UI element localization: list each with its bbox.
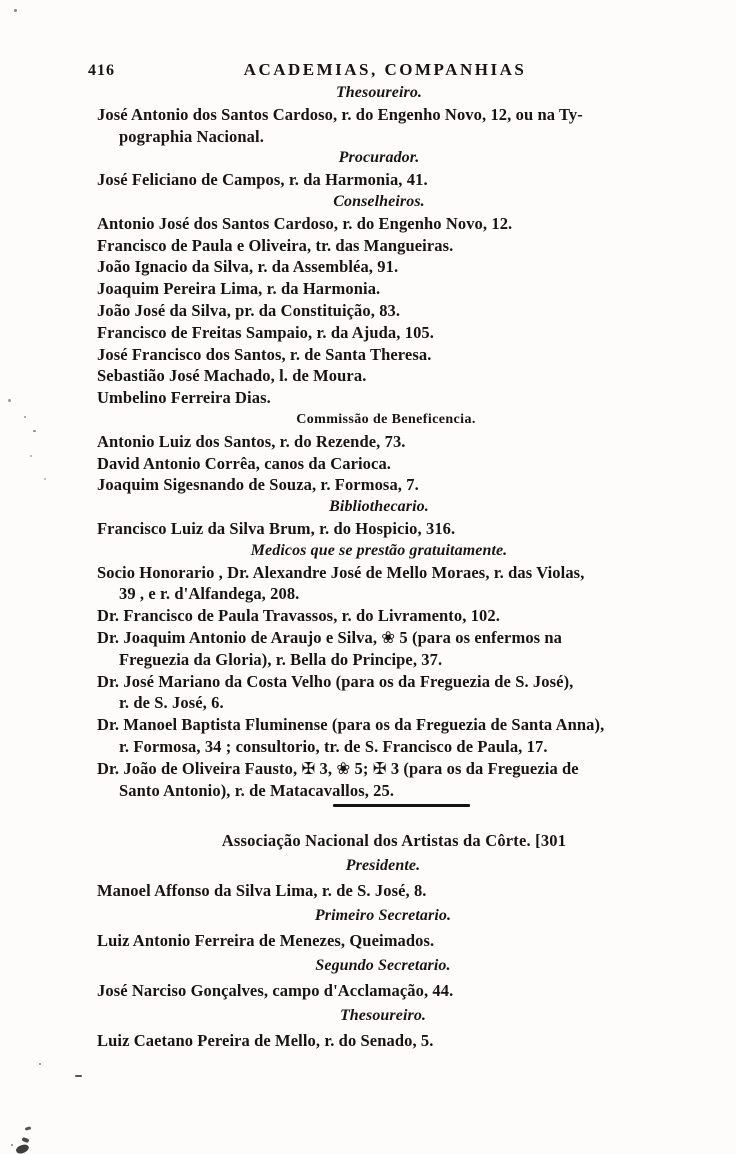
entry-line: Francisco de Paula e Oliveira, tr. das Mangueiras. xyxy=(97,235,454,255)
entry-line: Dr. Manoel Baptista Fluminense (para os da Freguezia de Santa Anna), xyxy=(97,715,605,735)
entry-line: Dr. José Mariano da Costa Velho (para os da Freguezia de S. José), xyxy=(97,671,574,691)
entry-continuation: 39 , e r. d'Alfandega, 208. xyxy=(119,584,300,604)
scan-speck xyxy=(24,416,26,418)
entry-line: José Feliciano de Campos, r. da Harmonia, 41. xyxy=(97,170,428,190)
page-number: 416 xyxy=(88,62,115,79)
entry-line: Socio Honorario , Dr. Alexandre José de Mello Moraes, r. das Violas, xyxy=(97,562,585,582)
scan-speck xyxy=(75,1075,82,1077)
entry-line: Antonio José dos Santos Cardoso, r. do Engenho Novo, 12. xyxy=(97,213,513,233)
scan-speck xyxy=(44,478,46,480)
role-heading: Medicos que se prestão gratuitamente. xyxy=(250,541,508,559)
scan-speck xyxy=(25,1126,32,1130)
running-header-title: ACADEMIAS, COMPANHIAS xyxy=(243,60,527,79)
role-heading: Primeiro Secretario. xyxy=(314,907,452,925)
entry-line: João Ignacio da Silva, r. da Assembléa, 91. xyxy=(97,257,399,277)
entry-continuation: Freguezia da Gloria), r. Bella do Principe, 37. xyxy=(119,649,443,669)
scan-speck xyxy=(8,399,11,402)
entry-line: Francisco de Freitas Sampaio, r. da Ajuda, 105. xyxy=(97,322,435,342)
scan-speck xyxy=(33,430,36,432)
entry-continuation: pographia Nacional. xyxy=(119,126,264,146)
role-heading: Bibliothecario. xyxy=(329,498,429,516)
entry-line: Antonio Luiz dos Santos, r. do Rezende, 73. xyxy=(97,431,406,451)
scan-speck xyxy=(22,1137,30,1143)
entry-line: Sebastião José Machado, l. de Moura. xyxy=(97,366,367,386)
entry-line: João José da Silva, pr. da Constituição, 83. xyxy=(97,300,401,320)
entry-line: José Narciso Gonçalves, campo d'Acclamação, 44. xyxy=(97,981,454,1001)
role-heading: Segundo Secretario. xyxy=(315,957,451,975)
scan-ink-smudge xyxy=(15,1143,30,1154)
role-heading: Procurador. xyxy=(338,149,420,167)
section-divider-rule xyxy=(333,804,470,808)
scan-speck xyxy=(14,9,17,12)
entry-continuation: r. Formosa, 34 ; consultorio, tr. de S. Francisco de Paula, 17. xyxy=(119,736,548,756)
role-heading: Presidente. xyxy=(345,857,421,875)
commission-heading: Commissão de Beneficencia. xyxy=(296,411,476,427)
entry-line: Luiz Caetano Pereira de Mello, r. do Senado, 5. xyxy=(97,1031,434,1051)
role-heading: Thesoureiro. xyxy=(335,84,423,101)
entry-line: Dr. Francisco de Paula Travassos, r. do Livramento, 102. xyxy=(97,606,500,626)
entry-line: José Antonio dos Santos Cardoso, r. do Engenho Novo, 12, ou na Ty- xyxy=(97,104,583,124)
entry-line: José Francisco dos Santos, r. de Santa Theresa. xyxy=(97,344,432,364)
entry-line: Francisco Luiz da Silva Brum, r. do Hospicio, 316. xyxy=(97,518,456,538)
entry-line: Manoel Affonso da Silva Lima, r. de S. José, 8. xyxy=(97,881,427,901)
page-header xyxy=(88,60,670,80)
role-heading: Thesoureiro. xyxy=(339,1007,427,1025)
entry-continuation: Santo Antonio), r. de Matacavallos, 25. xyxy=(119,780,395,800)
scan-speck xyxy=(11,1144,13,1146)
scan-speck xyxy=(30,455,32,457)
running-header xyxy=(94,60,676,80)
entry-line: Joaquim Pereira Lima, r. da Harmonia. xyxy=(97,279,381,299)
entry-line: Dr. Joaquim Antonio de Araujo e Silva, ❀ 5 (para os enfermos na xyxy=(97,627,563,647)
role-heading: Conselheiros. xyxy=(333,192,425,210)
entry-continuation: r. de S. José, 6. xyxy=(119,693,224,713)
entry-line: Joaquim Sigesnando de Souza, r. Formosa, 7. xyxy=(97,475,419,495)
entry-line: Umbelino Ferreira Dias. xyxy=(97,388,271,408)
entry-line: Dr. João de Oliveira Fausto, ✠ 3, ❀ 5; ✠ 3 (para os da Freguezia de xyxy=(97,758,579,778)
text-block xyxy=(88,60,670,1053)
society-title: Associação Nacional dos Artistas da Côrte. [301 xyxy=(221,831,567,851)
entry-line: David Antonio Corrêa, canos da Carioca. xyxy=(97,453,392,473)
scan-speck xyxy=(39,1063,41,1065)
entry-line: Luiz Antonio Ferreira de Menezes, Queimados. xyxy=(97,931,435,951)
